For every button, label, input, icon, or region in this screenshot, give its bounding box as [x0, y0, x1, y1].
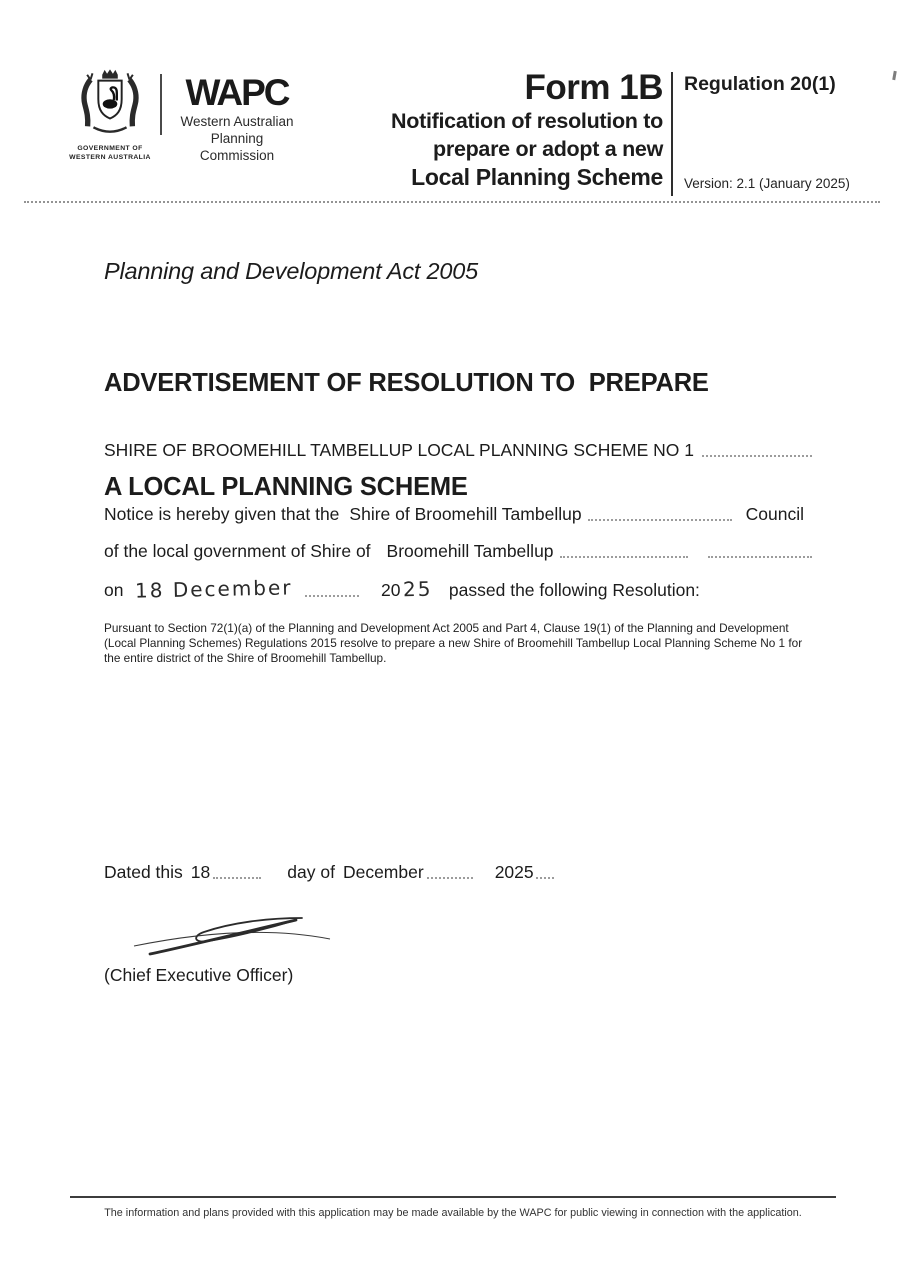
notice-suffix-council: Council [745, 504, 804, 524]
wapc-logo [173, 74, 301, 164]
dotted-fill-line [536, 877, 554, 879]
resolution-suffix: passed the following Resolution: [448, 580, 700, 600]
resolution-body-text: Pursuant to Section 72(1)(a) of the Planning and Development Act 2005 and Part 4, Clause 19(1) of the Planning and Development (Local Planning Schemes) Regulations 2015 resolve to prepare a new Shire of Broomehill Tambellup Local Planning Scheme No 1 for the entire district of the Shire of Broomehill Tambellup. [104, 621, 803, 665]
wa-coat-of-arms-icon [68, 66, 152, 138]
form-title-block [391, 68, 663, 191]
resolution-date-line [104, 577, 804, 601]
gov-caption-line2: WESTERN AUSTRALIA [69, 153, 151, 161]
scheme-title-field [104, 440, 812, 461]
shire-name-value: Broomehill Tambellup [386, 541, 554, 561]
handwritten-date: 18 December [135, 575, 294, 603]
main-heading [104, 297, 709, 573]
logo-divider [160, 74, 162, 135]
notice-line-2 [104, 541, 812, 562]
dotted-fill-line [708, 556, 812, 558]
wapc-subtitle-line1: Western Australian [180, 114, 294, 129]
signatory-title: (Chief Executive Officer) [104, 965, 294, 985]
scheme-title-value: SHIRE OF BROOMEHILL TAMBELLUP LOCAL PLANNING SCHEME NO 1 [104, 440, 694, 460]
header-separator [24, 201, 880, 203]
dotted-fill-line [427, 877, 473, 879]
gov-caption-line1: GOVERNMENT OF [77, 145, 143, 152]
dotted-fill-line [560, 556, 688, 558]
dated-year-prefix: 20 [494, 862, 515, 882]
act-title: Planning and Development Act 2005 [104, 258, 479, 284]
dated-month-value: December [342, 862, 424, 882]
dotted-fill-line [702, 455, 812, 457]
footer-rule [70, 1196, 836, 1198]
notice-prefix-2: of the local government of Shire of [104, 541, 371, 561]
wapc-acronym: WAPC [185, 72, 289, 113]
year-prefix: 20 [381, 580, 401, 600]
dated-line [104, 862, 584, 883]
main-heading-line1: ADVERTISEMENT OF RESOLUTION TO PREPARE [104, 369, 709, 397]
government-of-wa-logo [62, 66, 158, 162]
regulation-reference: Regulation 20(1) [684, 73, 836, 95]
day-of-label: day of [287, 862, 335, 882]
wapc-subtitle-line2: Planning Commission [199, 131, 275, 163]
handwritten-year: 25 [403, 576, 434, 602]
dated-year-value: 25 [514, 862, 534, 882]
notice-line-1 [104, 504, 804, 525]
dotted-fill-line [305, 595, 359, 597]
dotted-fill-line [213, 877, 261, 879]
main-heading-line2: A LOCAL PLANNING SCHEME [104, 472, 468, 501]
council-name-value: Shire of Broomehill Tambellup [349, 504, 582, 524]
form-title-line1: Notification of resolution to [391, 109, 663, 133]
footer-note: The information and plans provided with this application may be made available by the WAPC for public viewing in connection with the application. [104, 1207, 802, 1219]
header-vertical-rule [671, 72, 673, 196]
dated-label: Dated this [104, 862, 183, 882]
on-label: on [104, 580, 124, 600]
form-version: Version: 2.1 (January 2025) [684, 176, 850, 191]
form-title-line3: Local Planning Scheme [411, 164, 663, 190]
dotted-fill-line [588, 519, 732, 521]
signature-icon [128, 906, 340, 964]
dated-day-value: 18 [190, 862, 211, 882]
form-number: Form 1B [524, 68, 663, 107]
notice-prefix-1: Notice is hereby given that the [104, 504, 340, 524]
form-title-line2: prepare or adopt a new [433, 136, 663, 161]
scan-artifact [892, 71, 897, 80]
ceo-signature [128, 906, 340, 964]
